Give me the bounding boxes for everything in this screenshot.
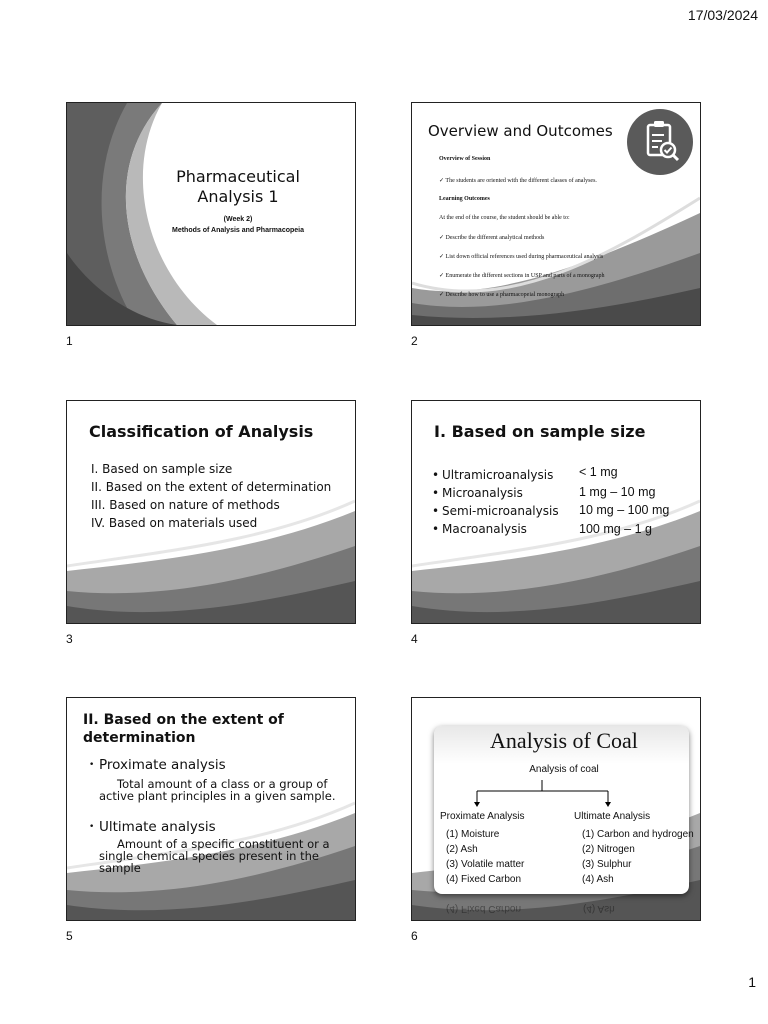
slide-number: 4 <box>411 632 418 646</box>
diagram-title: Analysis of Coal <box>490 728 638 753</box>
outcome-item: ✓ Describe the different analytical methods <box>439 235 545 241</box>
outcome-item: ✓ List down official references used during pharmaceutical analysis <box>439 254 604 260</box>
analysis-description: Amount of a specific constituent or a single chemical species present in the sample <box>99 837 330 875</box>
bullet: • <box>89 760 95 770</box>
slide-title: Pharmaceutical Analysis 1 <box>176 167 300 206</box>
slide-title: II. Based on the extent of determination <box>83 712 284 746</box>
slide-title: Overview and Outcomes <box>428 122 613 140</box>
bullet: • <box>432 486 440 500</box>
slide-title: Classification of Analysis <box>89 422 314 441</box>
bullet: • <box>432 522 440 536</box>
ultimate-item: (3) Sulphur <box>582 859 632 870</box>
slide-week: (Week 2) <box>223 216 253 223</box>
bullet: • <box>432 504 440 518</box>
sample-size-range: 10 mg – 100 mg <box>579 503 670 517</box>
ultimate-item: (4) Ash <box>582 874 614 885</box>
item-name: Semi-microanalysis <box>442 504 559 518</box>
overview-heading: Overview of Session <box>439 156 491 162</box>
classification-item: II. Based on the extent of determination <box>91 480 332 494</box>
term-label: Ultimate analysis <box>99 819 216 835</box>
item-name: Macroanalysis <box>442 522 527 536</box>
sample-size-range: < 1 mg <box>579 465 618 479</box>
outcome-item: ✓ Enumerate the different sections in USP and parts of a monograph <box>439 273 605 279</box>
sample-size-item <box>432 468 553 482</box>
proximate-item: (4) Fixed Carbon <box>446 874 522 885</box>
slide-number: 3 <box>66 632 73 646</box>
proximate-item: (3) Volatile matter <box>446 859 525 870</box>
analysis-term <box>89 757 226 773</box>
slide-2 <box>411 102 701 326</box>
analysis-description: Total amount of a class or a group of active plant principles in a given sample. <box>99 777 336 803</box>
slide-3 <box>66 400 356 624</box>
classification-item: I. Based on sample size <box>91 462 233 476</box>
proximate-item: (1) Moisture <box>446 829 500 840</box>
page-number: 1 <box>748 974 756 990</box>
item-name: Microanalysis <box>442 486 523 500</box>
sample-size-item <box>432 504 559 518</box>
slide-number: 5 <box>66 929 73 943</box>
slide-6 <box>411 697 701 921</box>
classification-item: IV. Based on materials used <box>91 516 258 530</box>
outcome-item: ✓ Describe how to use a pharmacopeial monograph <box>439 292 565 298</box>
overview-text: ✓ The students are oriented with the different classes of analyses. <box>439 178 597 184</box>
coal-diagram-card <box>434 726 694 894</box>
proximate-heading: Proximate Analysis <box>440 811 525 822</box>
item-name: Ultramicroanalysis <box>442 468 554 482</box>
slide-1 <box>66 102 356 326</box>
classification-item: III. Based on nature of methods <box>91 498 280 512</box>
slide-number: 2 <box>411 334 418 348</box>
outcomes-intro: At the end of the course, the student should be able to: <box>439 215 570 221</box>
outcomes-heading: Learning Outcomes <box>439 196 490 202</box>
ultimate-item: (2) Nitrogen <box>582 844 635 855</box>
slide-4 <box>411 400 701 624</box>
sample-size-item <box>432 486 523 500</box>
sample-size-item <box>432 522 527 536</box>
bullet: • <box>432 468 440 482</box>
slide-subtitle: Methods of Analysis and Pharmacopeia <box>172 227 304 234</box>
slide-number: 6 <box>411 929 418 943</box>
slide-number: 1 <box>66 334 73 348</box>
reflected-text: (4) Ash <box>583 903 615 914</box>
bullet: • <box>89 822 95 832</box>
reflected-text: (4) Fixed Carbon <box>446 903 522 914</box>
sample-size-range: 100 mg – 1 g <box>579 522 652 536</box>
diagram-root: Analysis of coal <box>529 764 599 775</box>
proximate-item: (2) Ash <box>446 844 478 855</box>
term-label: Proximate analysis <box>99 757 226 773</box>
ultimate-heading: Ultimate Analysis <box>574 811 651 822</box>
print-date: 17/03/2024 <box>687 7 758 23</box>
sample-size-range: 1 mg – 10 mg <box>579 485 656 499</box>
ultimate-item: (1) Carbon and hydrogen <box>582 829 694 840</box>
slide-5 <box>66 697 356 921</box>
slide-title: I. Based on sample size <box>434 422 646 441</box>
analysis-term <box>89 819 216 835</box>
clipboard-check-icon <box>627 109 693 175</box>
